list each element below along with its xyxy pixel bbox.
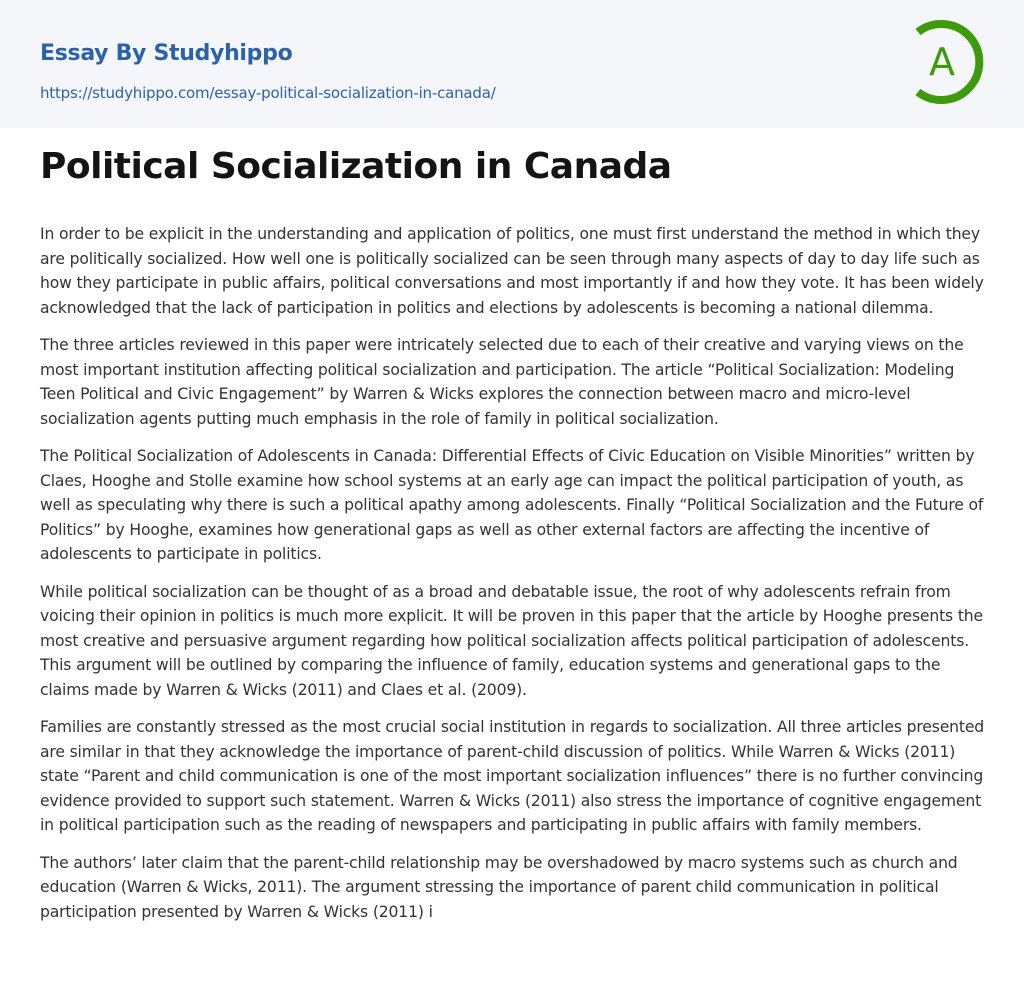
logo-letter: A [929, 40, 955, 84]
essay-url-link[interactable]: https://studyhippo.com/essay-political-socialization-in-canada/ [40, 84, 496, 102]
paragraph: Families are constantly stressed as the most crucial social institution in regards to socialization. All three articles presented are similar in that they acknowledge the importance of parent-child discussion of politics. While Warren & Wicks (2011) state “Parent and child communication is one of the most important socialization influences” there is no further convincing evidence provided to support such statement. Warren & Wicks (2011) also stress the importance of cognitive engagement in political participation such as the reading of newspapers and participating in public affairs with family members. [40, 718, 985, 834]
page-title: Political Socialization in Canada [40, 146, 672, 187]
paragraph: While political socialization can be thought of as a broad and debatable issue, the root of why adolescents refrain from voicing their opinion in politics is much more explicit. It will be proven in this paper that the article by Hooghe presents the most creative and persuasive argument regarding how political socialization affects political participation of adolescents. This argument will be outlined by comparing the influence of family, education systems and generational gaps to the claims made by Warren & Wicks (2011) and Claes et al. (2009). [40, 582, 983, 699]
paragraph: The Political Socialization of Adolescents in Canada: Differential Effects of Civic Education on Visible Minorities” written by Claes, Hooghe and Stolle examine how school systems at an early age can impact the political participation of youth, as well as speculating why there is such a political apathy among adolescents. Finally “Political Socialization and the Future of Politics” by Hooghe, examines how generational gaps as well as other external factors are affecting the incentive of adolescents to participate in politics. [40, 447, 984, 563]
paragraph: The authors’ later claim that the parent-child relationship may be overshadowed by macro systems such as church and education (Warren & Wicks, 2011). The argument stressing the importance of parent child communication in political participation presented by Warren & Wicks (2011) i [40, 853, 958, 921]
logo-icon [900, 18, 988, 106]
essay-body [40, 222, 986, 937]
site-header [0, 0, 1024, 128]
paragraph: The three articles reviewed in this paper were intricately selected due to each of their creative and varying views on the most important institution affecting political socialization and participation. The article “Political Socialization: Modeling Teen Political and Civic Engagement” by Warren & Wicks explores the connection between macro and micro-level socialization agents putting much emphasis in the role of family in political socialization. [40, 336, 964, 428]
paragraph: In order to be explicit in the understanding and application of politics, one must first understand the method in which they are politically socialized. How well one is politically socialized can be seen through many aspects of day to day life such as how they participate in public affairs, political conversations and most importantly if and how they vote. It has been widely acknowledged that the lack of participation in politics and elections by adolescents is becoming a national dilemma. [40, 225, 984, 317]
brand-title: Essay By Studyhippo [40, 41, 293, 66]
